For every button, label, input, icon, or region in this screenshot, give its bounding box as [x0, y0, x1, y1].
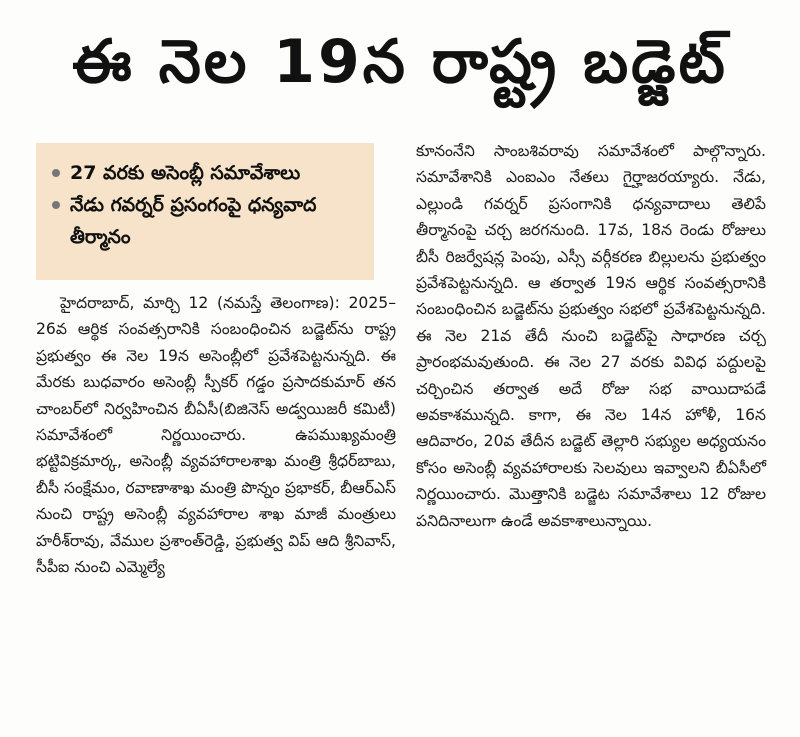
highlight-text: 27 వరకు అసెంబ్లీ సమావేశాలు	[70, 162, 301, 184]
highlight-item	[50, 157, 362, 189]
bullet-icon	[52, 169, 60, 177]
article-column-left	[36, 290, 396, 580]
bullet-icon	[52, 201, 60, 209]
article-text-left: హైదరాబాద్, మార్చి 12 (నమస్తే తెలంగాణ): 2025–26వ ఆర్థిక సంవత్సరానికి సంబంధించిన బడ్జెట్‌ను రాష్ట్ర ప్రభుత్వం ఈ నెల 19న అసెంబ్లీలో ప్రవేశపెట్టనున్నది. ఈ మేరకు బుధవారం అసెంబ్లీ స్పీకర్ గడ్డం ప్రసాదకుమార్ తన చాంబర్‌లో నిర్వహించిన బీఏసీ(బిజినెస్ అడ్వయిజరీ కమిటీ) సమావేశంలో నిర్ణయించారు. ఉపముఖ్యమంత్రి భట్టివిక్రమార్క, అసెంబ్లీ వ్యవహారాలశాఖ మంత్రి శ్రీధర్‌బాబు, బీసీ సంక్షేమం, రవాణాశాఖ మంత్రి పొన్నం ప్రభాకర్, బీఆర్ఎస్ నుంచి రాష్ట్ర అసెంబ్లీ వ్యవహారాల శాఖ మాజీ మంత్రులు హరీశ్‌రావు, వేముల ప్రశాంత్‌రెడ్డి, ప్రభుత్వ విప్ ఆది శ్రీనివాస్, సీపీఐ నుంచి ఎమ్మెల్యే	[36, 294, 396, 577]
headline: ఈ నెల 19న రాష్ట్ర బడ్జెట్	[72, 27, 728, 97]
highlights-box	[36, 143, 374, 280]
article-column-right	[416, 138, 766, 534]
highlight-text: నేడు గవర్నర్ ప్రసంగంపై ధన్యవాద తీర్మానం	[70, 194, 317, 248]
article-text-right: కూనంనేని సాంబశివరావు సమావేశంలో పాల్గొన్నారు. సమావేశానికి ఎంఐఎం నేతలు గైర్హాజరయ్యారు. నేడు, ఎల్లుండి గవర్నర్ ప్రసంగానికి ధన్యవాదాలు తెలిపే తీర్మానంపై చర్చ జరగనుంది. 17వ, 18న రెండు రోజులు బీసీ రిజర్వేషన్ల పెంపు, ఎస్సీ వర్గీకరణ బిల్లులను ప్రభుత్వం ప్రవేశపెట్టనున్నది. ఆ తర్వాత 19న ఆర్థిక సంవత్సరానికి సంబంధించిన బడ్జెట్‌ను ప్రభుత్వం సభలో ప్రవేశపెట్టనున్నది. ఈ నెల 21వ తేదీ నుంచి బడ్జెట్‌పై సాధారణ చర్చ ప్రారంభమవుతుంది. ఈ నెల 27 వరకు వివిధ పద్దులపై చర్చించిన తర్వాత అదే రోజు సభ వాయిదాపడే అవకాశమున్నది. కాగా, ఈ నెల 14న హోళీ, 16న ఆదివారం, 20వ తేదీన బడ్జెట్ తెల్లారి సభ్యుల అధ్యయనం కోసం అసెంబ్లీ వ్యవహారాలకు సెలవులు ఇవ్వాలని బీఏసీలో నిర్ణయించారు. మొత్తానికి బడ్జెట సమావేశాలు 12 రోజుల పనిదినాలుగా ఉండే అవకాశాలున్నాయి.	[416, 142, 766, 530]
highlight-item	[50, 189, 362, 253]
